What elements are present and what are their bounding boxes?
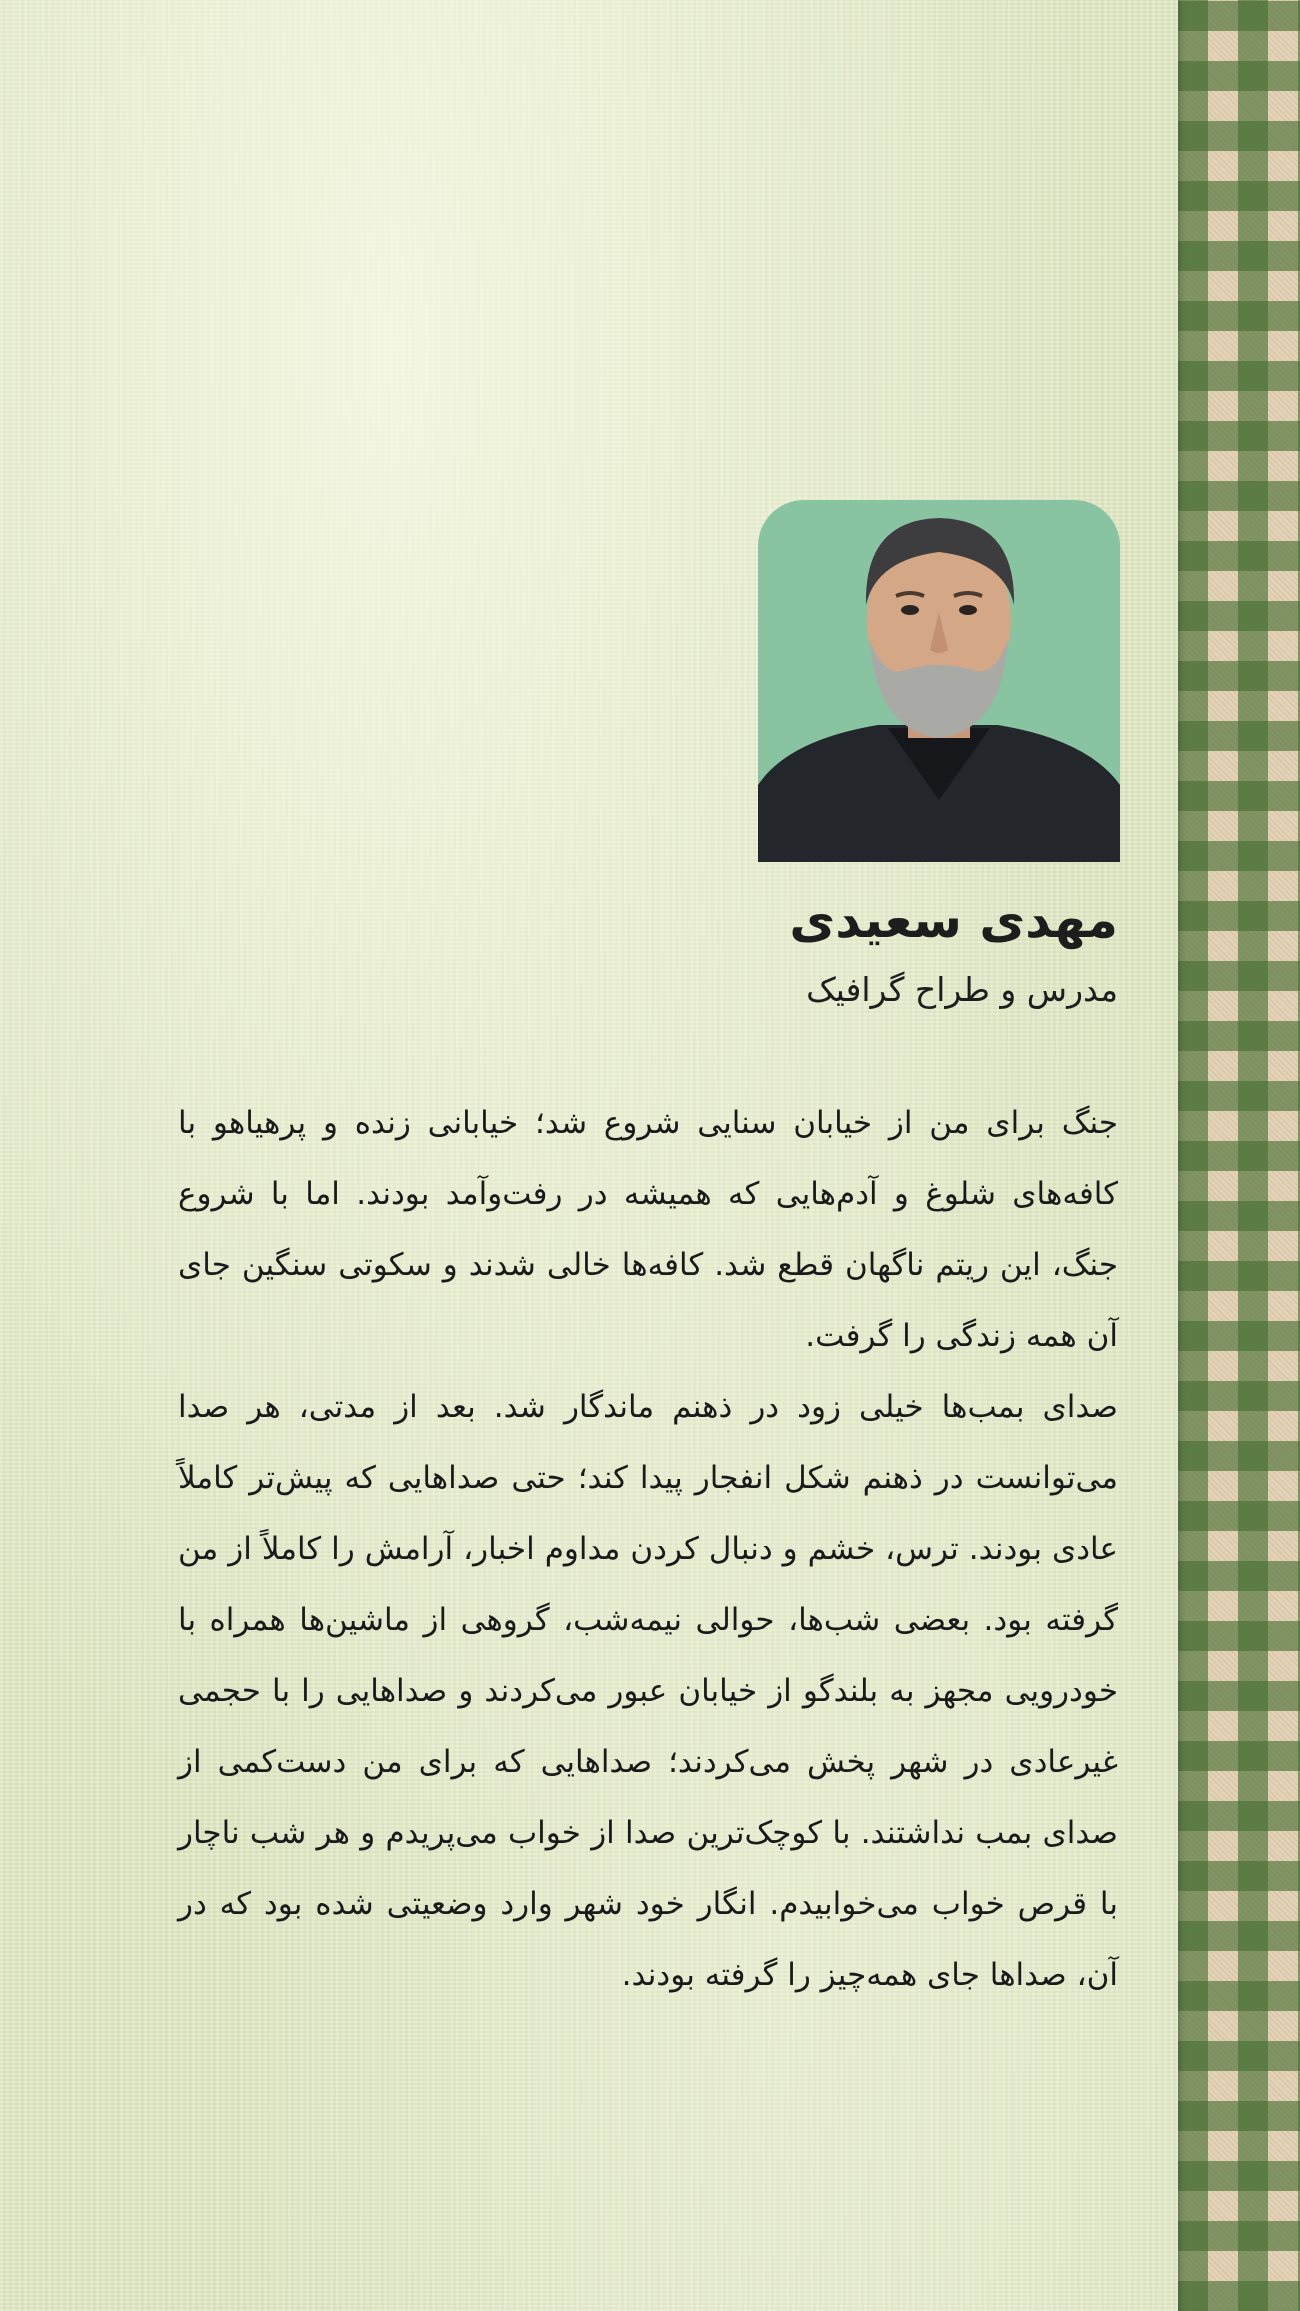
author-title: مدرس و طراح گرافیک — [806, 970, 1118, 1009]
author-portrait — [758, 500, 1120, 862]
author-name: مهدی سعیدی — [789, 891, 1118, 949]
article-paragraph: جنگ برای من از خیابان سنایی شروع شد؛ خیابانی زنده و پرهیاهو با کافه‌های شلوغ و آدم‌هایی که همیشه در رفت‌وآمد بودند. اما با شروع جنگ، این ریتم ناگهان قطع شد. کافه‌ها خالی شدند و سکوتی سنگین جای آن همه زندگی را گرفت. — [178, 1105, 1118, 1354]
gingham-fabric-border — [1178, 0, 1300, 2311]
right-eye-shape — [959, 605, 977, 615]
article-paragraph: صدای بمب‌ها خیلی زود در ذهنم ماندگار شد. بعد از مدتی، هر صدا می‌توانست در ذهنم شکل انفجار پیدا کند؛ حتی صداهایی که پیش‌تر کاملاً عادی بودند. ترس، خشم و دنبال کردن مداوم اخبار، آرامش را کاملاً از من گرفته بود. بعضی شب‌ها، حوالی نیمه‌شب، گروهی از ماشین‌ها همراه با خودرویی مجهز به بلندگو از خیابان عبور می‌کردند و صداهایی را با حجمی غیرعادی در شهر پخش می‌کردند؛ صداهایی که برای من دست‌کمی از صدای بمب نداشتند. با کوچک‌ترین صدا از خواب می‌پریدم و هر شب ناچار با قرص خواب می‌خوابیدم. انگار خود شهر وارد وضعیتی شده بود که در آن، صداها جای همه‌چیز را گرفته بودند. — [178, 1389, 1118, 1993]
article-body — [178, 1088, 1118, 2011]
left-eye-shape — [901, 605, 919, 615]
